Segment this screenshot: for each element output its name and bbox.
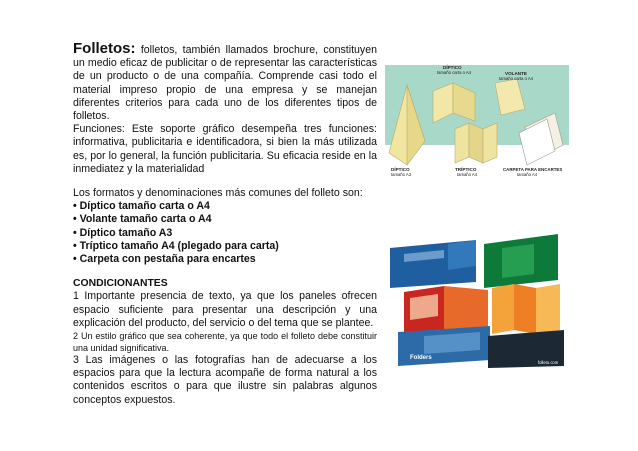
label-carpeta-size: tamaño A4: [517, 172, 538, 177]
label-diptico-a3-size: tamaño A3: [391, 172, 412, 177]
condition-2: 2 Un estilo gráfico que sea coherente, ya que todo el folleto debe constituir una unidad significativa.: [73, 331, 377, 354]
functions-paragraph: Funciones: Este soporte gráfico desempeña tres funciones: informativa, publicitaria e identificadora, si bien la más utilizada es, por lo general, la función publicitaria. Su eficacia reside en la inmediatez y la materialidad: [73, 123, 377, 175]
page-title: Folletos:: [73, 40, 136, 57]
format-item: • Tríptico tamaño A4 (plegado para carta): [73, 239, 279, 252]
condition-1: 1 Importante presencia de texto, ya que los paneles ofrecen espacio suficiente para presentar una descripción y una explicación del producto, del servicio o del tema que se plantee.: [73, 290, 377, 329]
label-diptico-a4-title: DÍPTICO: [443, 65, 462, 70]
triptico-shape: [455, 123, 497, 163]
format-item: • Díptico tamaño carta o A4: [73, 200, 210, 213]
label-carpeta-title: CARPETA PARA ENCARTES: [503, 167, 563, 172]
format-item: • Carpeta con pestaña para encartes: [73, 253, 256, 266]
format-item: • Díptico tamaño A3: [73, 226, 173, 239]
photo-caption: Folders: [410, 355, 432, 361]
intro-paragraph: [73, 42, 377, 123]
label-volante-title: VOLANTE: [505, 71, 527, 76]
brochure-formats-diagram: [385, 61, 569, 179]
condition-3: 3 Las imágenes o las fotografías han de adecuarse a los espacios para que la lectura acompañe de forma natural a los contenidos escritos o para que ilustre sin palabras algunos conceptos expuestos.: [73, 354, 377, 406]
main-text-column: [73, 42, 377, 407]
folders-photo: [384, 226, 568, 370]
orange-trifold: [492, 284, 560, 334]
photo-brand-mark: folleto.com: [538, 360, 559, 365]
format-item: • Volante tamaño carta o A4: [73, 213, 212, 226]
conditions-heading: CONDICIONANTES: [73, 278, 168, 290]
label-volante-size: tamaño carta o A4: [499, 76, 533, 81]
label-diptico-a3-title: DÍPTICO: [391, 167, 410, 172]
formats-intro: Los formatos y denominaciones más comunes del folleto son:: [73, 187, 363, 200]
label-triptico-title: TRÍPTICO: [455, 167, 477, 172]
blue-folder-top: [390, 240, 476, 288]
label-triptico-size: tamaño A4: [457, 172, 478, 177]
intro-text: folletos, también llamados brochure, constituyen un medio eficaz de publicitar o de representar las características de un producto o de una compañía. Comprende casi todo el material impreso propio de una empresa y se manejan diferentes criterios para cada uno de los diferentes tipos de folletos.: [73, 44, 377, 123]
label-diptico-a4-size: tamaño carta o A4: [437, 70, 471, 75]
